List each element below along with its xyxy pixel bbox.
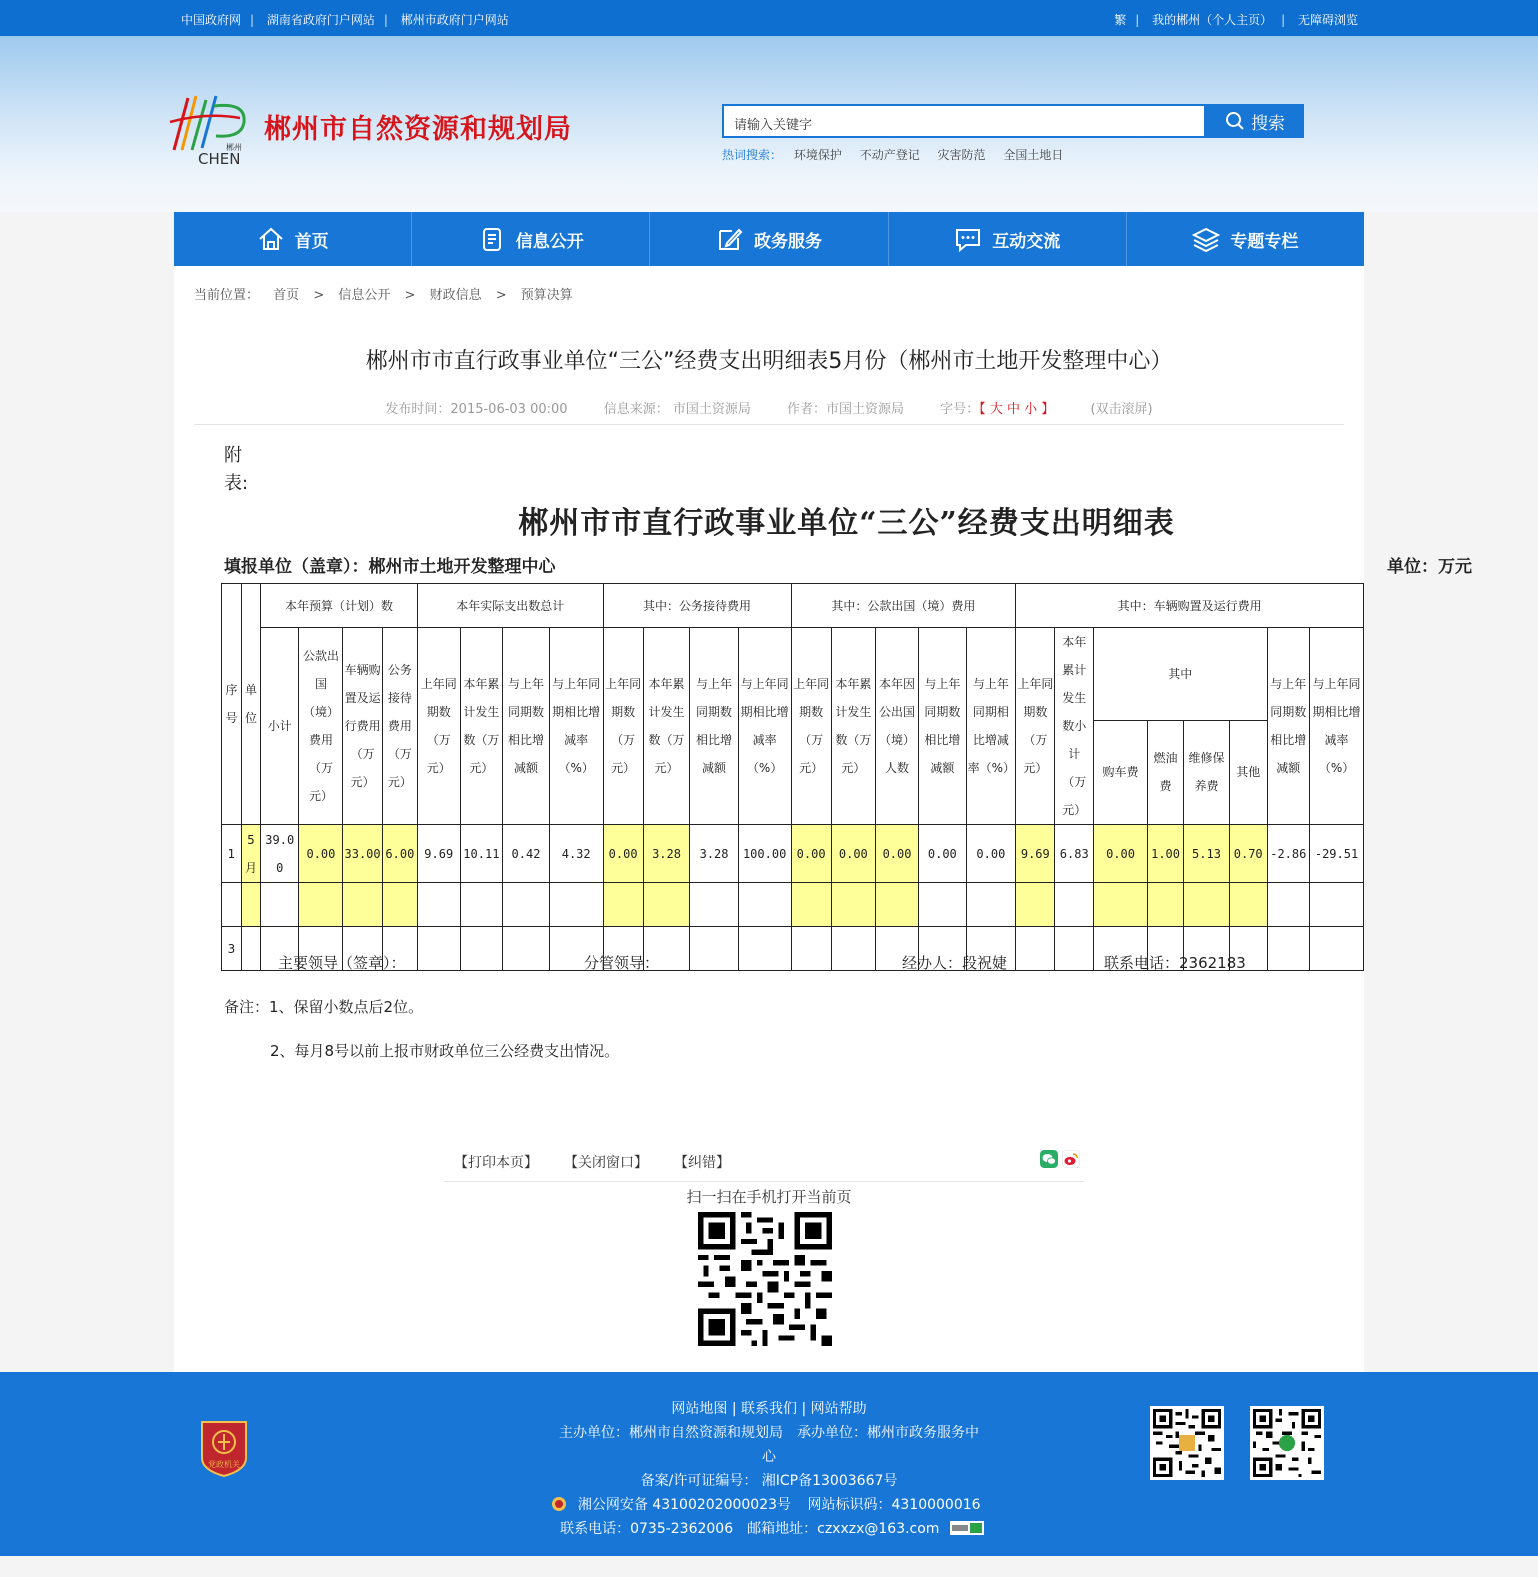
link-china-gov[interactable]: 中国政府网 xyxy=(181,13,242,27)
cell: 5.13 xyxy=(1184,825,1230,883)
header-diff: 与上年同期数相比增减额 xyxy=(503,628,550,825)
main-nav xyxy=(174,212,1364,266)
main-content xyxy=(174,266,1472,1372)
cell: 0.70 xyxy=(1229,825,1267,883)
cell: 6.00 xyxy=(382,825,417,883)
note-1: 备注：1、保留小数点后2位。 xyxy=(224,998,424,1016)
cell: 1.00 xyxy=(1148,825,1184,883)
row-unit xyxy=(241,927,260,971)
reporting-unit: 填报单位（盖章）：郴州市土地开发整理中心 xyxy=(224,557,556,577)
link-accessibility[interactable]: 无障碍浏览 xyxy=(1297,13,1358,27)
breadcrumb-item[interactable]: 首页 xyxy=(273,288,300,303)
cell: 6.83 xyxy=(1055,825,1094,883)
header-abroad-people: 本年因公出国（境）人数 xyxy=(875,628,918,825)
page-bottom xyxy=(0,1556,1538,1577)
breadcrumb-label: 当前位置： xyxy=(194,288,260,303)
header-abroad: 其中：公款出国（境）费用 xyxy=(791,584,1016,628)
nav-label: 政务服务 xyxy=(754,231,822,252)
row-seq: 1 xyxy=(222,825,242,883)
header-seq: 序号 xyxy=(222,584,242,825)
site-title: 郴州市自然资源和规划局 xyxy=(264,114,572,145)
header-budget-abroad: 公款出国（境）费用（万元） xyxy=(299,628,343,825)
cell: 100.00 xyxy=(738,825,791,883)
font-medium-button[interactable]: 中 xyxy=(1006,402,1020,417)
cell: 0.00 xyxy=(791,825,831,883)
footer-contact: 联系电话：0735-2362006 邮箱地址：czxxzx@163.com xyxy=(560,1521,940,1537)
logo-sub: 郴州 xyxy=(226,143,242,152)
cell: 3.28 xyxy=(690,825,738,883)
wechat-icon[interactable] xyxy=(1040,1150,1058,1168)
breadcrumb-item[interactable]: 信息公开 xyxy=(338,288,391,303)
header-this-year: 本年累计发生数（万元） xyxy=(643,628,690,825)
footer-links[interactable]: 网站地图 | 联系我们 | 网站帮助 xyxy=(671,1401,867,1417)
cell: 33.00 xyxy=(343,825,382,883)
nav-label: 信息公开 xyxy=(515,231,584,252)
header-last-year: 上年同期数（万元） xyxy=(603,628,643,825)
badge-text: 党政机关 xyxy=(208,1460,240,1469)
top-links: 中国政府网 | 湖南省政府门户网站 | 郴州市政府门户网站 xyxy=(181,13,509,27)
header-repair: 维修保养费 xyxy=(1184,720,1230,824)
nav-label: 专题专栏 xyxy=(1230,231,1299,252)
sign-handler: 经办人：段祝婕 xyxy=(902,954,1008,972)
header-fuel: 燃油费 xyxy=(1148,720,1184,824)
divider xyxy=(194,424,1344,425)
document-icon xyxy=(478,225,506,253)
breadcrumb xyxy=(194,284,583,303)
breadcrumb-sep: > xyxy=(313,288,325,303)
footer-qr-code-2 xyxy=(1250,1406,1324,1480)
hot-word[interactable]: 全国土地日 xyxy=(1003,148,1064,162)
footer-police-row xyxy=(0,1494,1538,1514)
police-badge-icon xyxy=(551,1496,567,1512)
nav-item-interaction[interactable] xyxy=(889,212,1127,266)
article-title: 郴州市市直行政事业单位“三公”经费支出明细表5月份（郴州市土地开发整理中心） xyxy=(365,349,1173,374)
header-subtotal: 小计 xyxy=(261,628,299,825)
breadcrumb-sep: > xyxy=(404,288,416,303)
nav-item-info[interactable] xyxy=(412,212,650,266)
info-source: 信息来源： 市国土资源局 xyxy=(603,402,751,417)
layers-icon xyxy=(1192,225,1220,253)
breadcrumb-item[interactable]: 预算决算 xyxy=(520,288,573,303)
cell: 0.00 xyxy=(603,825,643,883)
footer-host-cont: 心 xyxy=(762,1449,776,1465)
link-my-chenzhou[interactable]: 我的郴州（个人主页） xyxy=(1152,13,1273,27)
footer-police[interactable]: 湘公网安备 43100202000023号 xyxy=(577,1497,792,1513)
table-title: 郴州市市直行政事业单位“三公”经费支出明细表 xyxy=(518,506,1175,541)
footer-contact-row xyxy=(0,1518,1538,1538)
header-budget-reception: 公务接待费用（万元） xyxy=(382,628,417,825)
logo-text: CHEN xyxy=(198,150,241,166)
header-v-last: 上年同期数（万元） xyxy=(1016,628,1055,825)
header-this-year: 本年累计发生数（万元） xyxy=(460,628,503,825)
qr-label: 扫一扫在手机打开当前页 xyxy=(686,1188,852,1206)
cell: 0.00 xyxy=(966,825,1016,883)
nav-label: 互动交流 xyxy=(992,231,1061,252)
font-size-control xyxy=(940,402,1054,417)
search-icon xyxy=(1225,111,1245,131)
header xyxy=(0,36,1538,212)
header-diff: 与上年同期数相比增减额 xyxy=(690,628,738,825)
footer-icp[interactable]: 备案/许可证编号： 湘ICP备13003667号 xyxy=(640,1473,898,1489)
row-unit xyxy=(241,883,260,927)
cell: 0.00 xyxy=(875,825,918,883)
header-budget-vehicle: 车辆购置及运行费用（万元） xyxy=(343,628,382,825)
expense-table xyxy=(221,583,1364,971)
cell: 10.11 xyxy=(460,825,503,883)
print-button[interactable]: 【打印本页】 xyxy=(454,1155,538,1171)
sign-phone: 联系电话：2362183 xyxy=(1104,954,1246,972)
footer-site-id: 网站标识码：4310000016 xyxy=(807,1497,981,1513)
cell: 9.69 xyxy=(417,825,460,883)
row-unit: 5月 xyxy=(241,825,260,883)
hot-word[interactable]: 环境保护 xyxy=(793,148,842,162)
table-row xyxy=(222,825,1364,883)
article-actions xyxy=(444,1148,1084,1182)
unit-label: 单位：万元 xyxy=(1387,557,1472,577)
cell: 4.32 xyxy=(549,825,603,883)
header-actual: 本年实际支出数总计 xyxy=(417,584,603,628)
header-last-year: 上年同期数（万元） xyxy=(417,628,460,825)
header-this-year: 本年累计发生数（万元） xyxy=(831,628,875,825)
cell: 39.00 xyxy=(261,825,299,883)
footer-qr-code-1 xyxy=(1150,1406,1224,1480)
header-vehicle: 其中：车辆购置及运行费用 xyxy=(1016,584,1364,628)
link-chenzhou-gov[interactable]: 郴州市政府门户网站 xyxy=(400,13,509,27)
header-last-year: 上年同期数（万元） xyxy=(791,628,831,825)
link-traditional[interactable]: 繁 xyxy=(1114,13,1127,27)
footer xyxy=(0,1372,1538,1556)
edit-icon xyxy=(716,225,744,253)
cell: -29.51 xyxy=(1310,825,1364,883)
font-bracket: 】 xyxy=(1041,402,1055,417)
breadcrumb-item[interactable]: 财政信息 xyxy=(429,288,482,303)
search-input[interactable]: 请输入关键字 xyxy=(722,104,1206,138)
hot-word[interactable]: 灾害防范 xyxy=(937,148,986,162)
breadcrumb-sep: > xyxy=(495,288,507,303)
hot-word[interactable]: 不动产登记 xyxy=(859,148,920,162)
page-qr-code xyxy=(698,1212,832,1346)
nav-item-home[interactable] xyxy=(174,212,412,266)
footer-host: 主办单位：郴州市自然资源和规划局 承办单位：郴州市政务服务中 xyxy=(559,1425,979,1441)
header-unit: 单位 xyxy=(241,584,260,825)
dblclick-scroll[interactable]: (双击滚屏) xyxy=(1090,402,1153,417)
cell: 0.00 xyxy=(1093,825,1147,883)
hot-words xyxy=(722,146,1077,163)
publish-time: 发布时间：2015-06-03 00:00 xyxy=(385,402,568,417)
cell: -2.86 xyxy=(1267,825,1310,883)
header-other: 其他 xyxy=(1229,720,1267,824)
hot-words-label: 热词搜索： xyxy=(722,148,783,162)
author: 作者：市国土资源局 xyxy=(786,402,904,417)
cell: 0.42 xyxy=(503,825,550,883)
header-v-this: 本年累计发生数小计（万元） xyxy=(1055,628,1094,825)
font-bracket: 【 xyxy=(979,402,986,417)
header-v-rate: 与上年同期相比增减率（%） xyxy=(1310,628,1364,825)
nav-item-topics[interactable] xyxy=(1127,212,1364,266)
cnzz-icon[interactable] xyxy=(950,1521,984,1535)
header-v-diff: 与上年同期数相比增减额 xyxy=(1267,628,1310,825)
header-rate: 与上年同期相比增减率（%） xyxy=(549,628,603,825)
header-reception: 其中：公务接待费用 xyxy=(603,584,791,628)
cell: 0.00 xyxy=(299,825,343,883)
header-of-which: 其中 xyxy=(1093,628,1267,721)
site-logo[interactable] xyxy=(166,92,250,166)
row-seq xyxy=(222,883,242,927)
note-2: 2、每月8号以前上报市财政单位三公经费支出情况。 xyxy=(270,1042,620,1060)
header-diff: 与上年同期数相比增减额 xyxy=(919,628,967,825)
font-size-label: 字号： xyxy=(940,402,980,417)
header-budget: 本年预算（计划）数 xyxy=(261,584,418,628)
close-window-button[interactable]: 【关闭窗口】 xyxy=(564,1155,648,1171)
font-large-button[interactable]: 大 xyxy=(989,402,1003,417)
chat-icon xyxy=(954,225,982,253)
error-report-button[interactable]: 【纠错】 xyxy=(674,1155,730,1171)
link-hunan-gov[interactable]: 湖南省政府门户网站 xyxy=(266,13,375,27)
cell: 3.28 xyxy=(643,825,690,883)
nav-label: 首页 xyxy=(294,231,329,252)
cell: 0.00 xyxy=(919,825,967,883)
table-row xyxy=(222,883,1364,927)
row-seq: 3 xyxy=(222,927,242,971)
cell: 9.69 xyxy=(1016,825,1055,883)
article-meta xyxy=(174,398,1364,417)
header-abroad-rate: 与上年同期相比增减率（%） xyxy=(966,628,1016,825)
sign-leader: 主要领导（签章）： xyxy=(278,954,406,972)
cell: 0.00 xyxy=(831,825,875,883)
search-button-label: 搜索 xyxy=(1251,113,1285,134)
top-bar xyxy=(0,0,1538,36)
attachment-label: 附表: xyxy=(224,445,249,494)
weibo-icon[interactable] xyxy=(1062,1150,1080,1168)
nav-item-services[interactable] xyxy=(650,212,888,266)
header-rate: 与上年同期相比增减率（%） xyxy=(738,628,791,825)
font-small-button[interactable]: 小 xyxy=(1024,402,1038,417)
top-right-links: 繁 | 我的郴州（个人主页） | 无障碍浏览 xyxy=(1114,13,1358,27)
sign-vice: 分管领导： xyxy=(584,954,660,972)
header-car-buy: 购车费 xyxy=(1093,720,1147,824)
search-button[interactable] xyxy=(1206,104,1304,138)
home-icon xyxy=(257,225,285,253)
